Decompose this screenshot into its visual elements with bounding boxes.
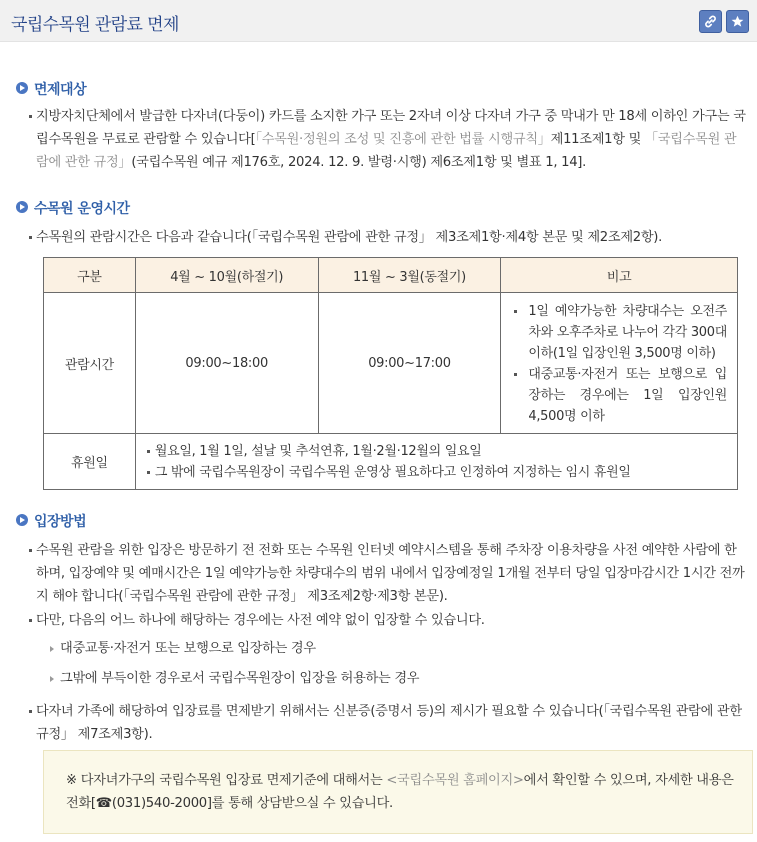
row-label: 휴원일 [44,434,136,490]
note-item: 대중교통·자전거 또는 보행으로 입장하는 경우에는 1일 입장인원 4,500명 이하 [511,364,727,427]
table-header-cell: 구분 [44,258,136,293]
notice-mark: ※ [66,773,77,788]
sub-item-text: 그밖에 부득이한 경우로서 국립수목원장이 입장을 허용하는 경우 [60,671,420,686]
paragraph-text: 제11조제1항 및 [550,132,645,147]
paragraph-text: (국립수목원 예규 제176호, 2024. 12. 9. 발령·시행) 제6조제1항 및 별표 1, 14]. [131,155,587,170]
closed-day-item: 그 밖에 국립수목원장이 국립수목원 운영상 필요하다고 인정하여 지정하는 임시 휴원일 [146,462,727,483]
exemption-paragraph [36,105,748,174]
paragraph-text: 지방자치단체에서 발급한 다자녀(다둥이) 카드를 소지한 가구 또는 2자녀 이상 다자녀 가구 중 막내가 만 18세 이하인 가구는 국립수목원을 무료로 관람할 수 있습니다[ [36,109,746,147]
closed-day-item: 월요일, 1월 1일, 설날 및 추석연휴, 1월·2월·12월의 일요일 [146,441,727,462]
section-title: 수목원 운영시간 [34,201,130,217]
operating-hours-table [43,257,738,490]
row-label: 관람시간 [44,293,136,434]
summer-hours: 09:00~18:00 [135,293,318,434]
page-title: 국립수목원 관람료 면제 [11,15,179,35]
sub-list-item [50,669,419,689]
notice-box [43,750,753,834]
section-bullet-icon [16,82,28,94]
notes-cell [501,293,738,434]
table-header-cell: 11월 ~ 3월(동절기) [318,258,501,293]
bookmark-button[interactable] [726,10,749,33]
table-row [44,434,738,490]
table-header-cell: 4월 ~ 10월(하절기) [135,258,318,293]
copy-link-button[interactable] [699,10,722,33]
closed-days-cell [135,434,737,490]
section-bullet-icon [16,201,28,213]
table-header-row [44,258,738,293]
law-link-visit-regulation[interactable]: 「국립수목원 관람에 관한 규정」 [36,132,737,170]
sub-list-item [50,639,316,659]
notice-text-part: 에서 확인할 수 있으며, 자세한 내용은 전화[☎(031)540-2000]를 통해 상담받으실 수 있습니다. [66,773,734,811]
sub-item-text: 대중교통·자전거 또는 보행으로 입장하는 경우 [60,641,316,656]
section-bullet-icon [16,514,28,526]
star-icon [730,14,745,29]
hours-intro: 수목원의 관람시간은 다음과 같습니다(「국립수목원 관람에 관한 규정」 제3조제1항·제4항 본문 및 제2조제2항). [36,226,748,249]
entry-paragraph: 수목원 관람을 위한 입장은 방문하기 전 전화 또는 수목원 인터넷 예약시스템을 통해 주차장 이용차량을 사전 예약한 사람에 한하며, 입장예약 및 예매시간은 1일 예약가능한 차량대수의 범위 내에서 입장예정일 1개월 전부터 당일 입장마감시간 1시간 전까지 해야 합니다(「국립수목원 관람에 관한 규정」 제3조제2항·제3항 본문). [36,539,748,608]
notice-text-part: 다자녀가구의 국립수목원 입장료 면제기준에 대해서는 [80,773,387,788]
notice-text [66,769,744,815]
note-item: 1일 예약가능한 차량대수는 오전주차와 오후주차로 나누어 각각 300대 이하(1일 입장인원 3,500명 이하) [511,301,727,364]
arboretum-homepage-link[interactable]: <국립수목원 홈페이지> [386,773,524,788]
page-header [0,0,757,42]
entry-paragraph: 다자녀 가족에 해당하여 입장료를 면제받기 위해서는 신분증(증명서 등)의 제시가 필요할 수 있습니다(「국립수목원 관람에 관한 규정」 제7조제3항). [36,700,748,746]
link-icon [703,14,718,29]
law-link-arboretum-act[interactable]: 「수목원·정원의 조성 및 진흥에 관한 법률 시행규칙」 [255,132,551,147]
table-row [44,293,738,434]
entry-paragraph: 다만, 다음의 어느 하나에 해당하는 경우에는 사전 예약 없이 입장할 수 있습니다. [36,609,748,632]
section-title: 입장방법 [34,514,87,530]
section-title: 면제대상 [34,82,87,98]
table-header-cell: 비고 [501,258,738,293]
winter-hours: 09:00~17:00 [318,293,501,434]
